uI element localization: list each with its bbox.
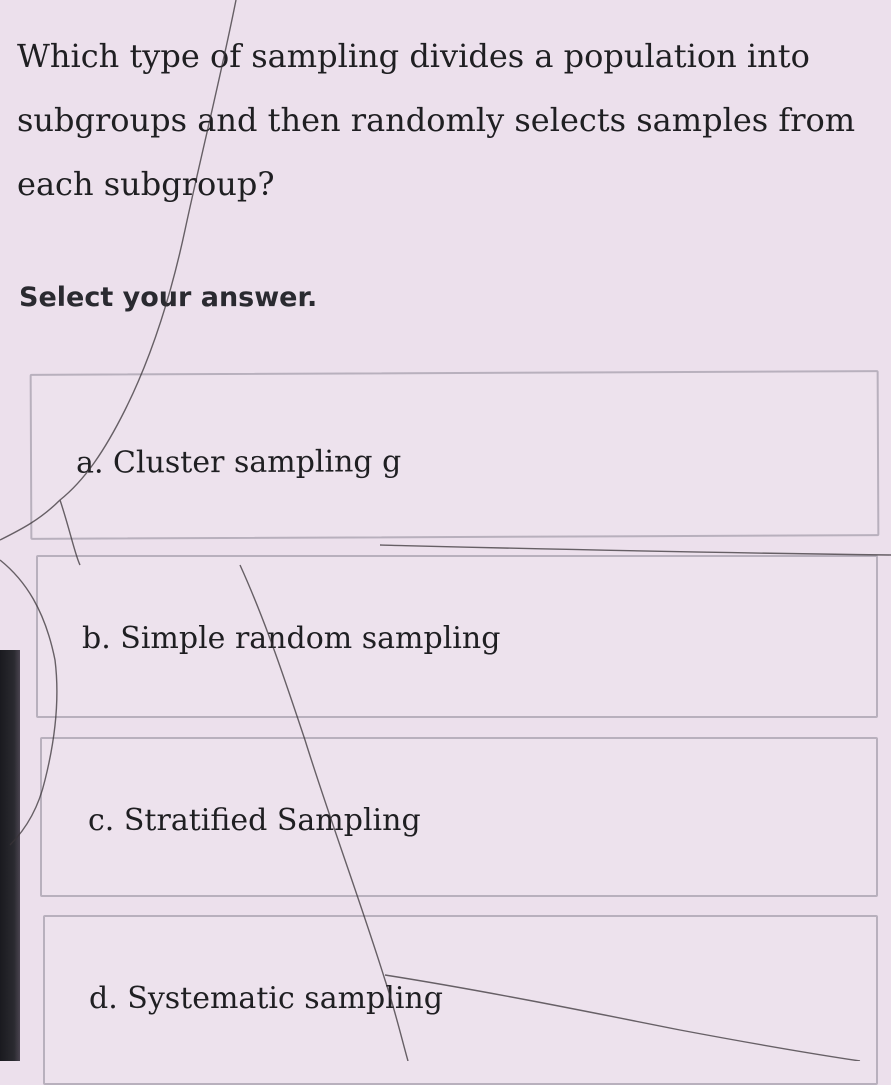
option-b[interactable] xyxy=(36,555,878,718)
option-d-label: d. Systematic sampling xyxy=(89,981,443,1016)
option-c[interactable] xyxy=(40,737,878,897)
question-text: Which type of sampling divides a population into subgroups and then randomly selects samples from each subgroup? xyxy=(17,37,856,203)
option-c-label: c. Stratified Sampling xyxy=(88,803,421,838)
option-a[interactable] xyxy=(30,370,880,540)
option-d[interactable] xyxy=(43,915,878,1085)
answer-prompt: Select your answer. xyxy=(19,282,318,313)
device-bezel xyxy=(0,650,20,1061)
option-b-label: b. Simple random sampling xyxy=(82,621,501,656)
option-a-label: a. Cluster sampling g xyxy=(75,444,402,481)
